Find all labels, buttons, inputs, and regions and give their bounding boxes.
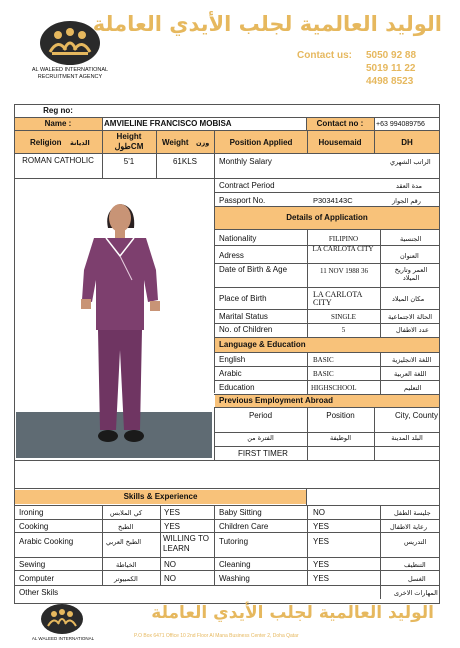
- employment-title: Previous Employment Abroad: [219, 396, 333, 405]
- monthly-salary-ar: الراتب الشهري: [390, 158, 431, 166]
- education-ar: التعليم: [404, 384, 422, 392]
- skill-cleaning: Cleaning: [219, 560, 251, 569]
- education-value: HIGHSCHOOL: [311, 384, 357, 392]
- skill-cleaning-value: YES: [313, 560, 330, 569]
- skill-cleaning-ar: التنظيف: [404, 561, 426, 569]
- position-header: Position Applied: [229, 138, 293, 147]
- skill-computer-ar: الكمبيوتر: [114, 575, 138, 583]
- skill-childcare: Children Care: [219, 522, 269, 531]
- weight-header: Weight: [162, 138, 189, 147]
- period-column-ar: الفترة من: [247, 434, 274, 442]
- address-ar: العنوان: [400, 252, 419, 260]
- english-ar: اللغة الانجليزية: [392, 356, 432, 364]
- skill-babysitting-value: NO: [313, 508, 325, 517]
- details-title: Details of Application: [286, 213, 368, 222]
- skill-arabic-cooking-ar: الطبخ العربي: [106, 538, 142, 546]
- footer-logo: [40, 603, 84, 635]
- header: [0, 0, 460, 95]
- weight-header-ar: وزن: [196, 139, 210, 147]
- skill-washing: Washing: [219, 574, 250, 583]
- height-value: 5'1: [123, 157, 135, 166]
- contract-period-label: Contract Period: [219, 181, 275, 190]
- period-column: Period: [248, 411, 273, 420]
- arabic-title: الوليد العالمية لجلب الأيدي العاملة: [92, 12, 442, 36]
- contact-label: Contact us:: [297, 50, 352, 61]
- footer-address: P.O Box 6471 Office 10 2nd Floor Al Mana Business Center 2, Doha Qatar: [134, 633, 299, 639]
- footer: [14, 601, 440, 648]
- employment-row-period: FIRST TIMER: [238, 449, 288, 458]
- height-header-sub: طولCM: [114, 142, 144, 151]
- education-label: Education: [219, 383, 255, 392]
- other-skills-ar: المهارات الاخرى: [394, 589, 438, 597]
- weight-value: 61KLS: [172, 157, 198, 166]
- phone-1: 5050 92 88: [366, 50, 417, 61]
- birthplace-ar: مكان الميلاد: [392, 295, 425, 303]
- language-title: Language & Education: [219, 340, 306, 349]
- skill-washing-value: YES: [313, 574, 330, 583]
- logo-caption-line1: AL WALEED INTERNATIONAL: [31, 67, 109, 73]
- arabic-value: BASIC: [313, 370, 334, 378]
- monthly-salary-label: Monthly Salary: [219, 157, 272, 166]
- skill-cooking: Cooking: [19, 522, 49, 531]
- contract-period-ar: مدة العقد: [396, 182, 422, 190]
- skill-childcare-ar: رعاية الاطفال: [390, 523, 428, 531]
- children-label: No. of Children: [219, 325, 273, 334]
- position-column: Position: [326, 411, 355, 420]
- phone-2: 5019 11 22: [366, 63, 416, 74]
- marital-value: SINGLE: [331, 313, 356, 321]
- footer-arabic-title: الوليد العالمية لجلب الأيدي العاملة: [151, 603, 434, 623]
- skill-sewing-value: NO: [164, 560, 176, 569]
- marital-label: Marital Status: [219, 312, 268, 321]
- skill-cooking-value: YES: [164, 522, 181, 531]
- skill-tutoring-value: YES: [313, 537, 330, 546]
- skill-ironing-ar: كي الملابس: [110, 509, 143, 517]
- reg-label: Reg no:: [43, 106, 73, 115]
- religion-header: Religion: [30, 138, 62, 147]
- contact-no-label: Contact no :: [316, 119, 364, 128]
- nationality-value: FILIPINO: [328, 235, 359, 243]
- city-column: City, County: [395, 411, 438, 420]
- position-code: DH: [401, 138, 413, 147]
- religion-value: ROMAN CATHOLIC: [22, 156, 94, 165]
- position-column-ar: الوظيفة: [329, 434, 352, 442]
- nationality-label: Nationality: [219, 234, 257, 243]
- skill-computer: Computer: [19, 574, 55, 583]
- skill-arabic-cooking-value: WILLING TO LEARN: [163, 534, 209, 553]
- skill-arabic-cooking: Arabic Cooking: [19, 537, 74, 546]
- dob-label: Date of Birth & Age: [219, 265, 288, 274]
- skill-babysitting: Baby Sitting: [219, 508, 262, 517]
- arabic-ar: اللغة العربية: [394, 370, 427, 378]
- skill-babysitting-ar: جليسة الطفل: [394, 509, 431, 517]
- skills-title: Skills & Experience: [123, 492, 198, 501]
- address-label: Adress: [219, 251, 244, 260]
- skill-tutoring: Tutoring: [219, 537, 249, 546]
- other-skills-label: Other Skils: [19, 588, 59, 597]
- candidate-photo: [16, 180, 212, 458]
- address-value: LA CARLOTA CITY: [312, 245, 374, 253]
- nationality-ar: الجنسية: [400, 235, 422, 243]
- birthplace-label: Place of Birth: [219, 294, 267, 303]
- skill-ironing-value: YES: [164, 508, 181, 517]
- skill-computer-value: NO: [164, 574, 176, 583]
- dob-value: 11 NOV 1988 36: [319, 267, 369, 275]
- children-value: 5: [341, 326, 346, 334]
- skill-ironing: Ironing: [19, 508, 44, 517]
- footer-logo-caption: AL WALEED INTERNATIONAL: [31, 636, 95, 641]
- phone-3: 4498 8523: [366, 76, 414, 87]
- english-value: BASIC: [313, 356, 334, 364]
- logo-caption-line2: RECRUITMENT AGENCY: [37, 74, 103, 80]
- religion-header-ar: الديانة: [70, 139, 90, 147]
- skill-childcare-value: YES: [313, 522, 330, 531]
- contact-no-value: +63 994089756: [376, 121, 425, 128]
- birthplace-value: LA CARLOTA CITY: [313, 290, 362, 307]
- height-header: Height: [116, 132, 142, 141]
- passport-ar: رقم الجواز: [392, 197, 421, 205]
- position-value: Housemaid: [318, 138, 362, 147]
- english-label: English: [219, 355, 246, 364]
- dob-ar: العمر وتاريخ الميلاد: [394, 266, 428, 282]
- city-column-ar: البلد المدينة: [391, 434, 423, 442]
- passport-value: P3034143C: [313, 196, 353, 205]
- skill-washing-ar: الغسل: [408, 575, 426, 583]
- arabic-label: Arabic: [219, 369, 242, 378]
- children-ar: عدد الاطفال: [396, 326, 429, 334]
- marital-ar: الحالة الاجتماعية: [388, 313, 433, 321]
- skill-tutoring-ar: التدريس: [404, 538, 427, 546]
- skill-sewing-ar: الخياطة: [116, 561, 137, 569]
- skill-sewing: Sewing: [19, 560, 46, 569]
- candidate-name: AMVIELINE FRANCISCO MOBISA: [104, 119, 232, 128]
- name-label: Name :: [44, 119, 72, 128]
- passport-label: Passport No.: [219, 196, 266, 205]
- skill-cooking-ar: الطبخ: [118, 523, 134, 531]
